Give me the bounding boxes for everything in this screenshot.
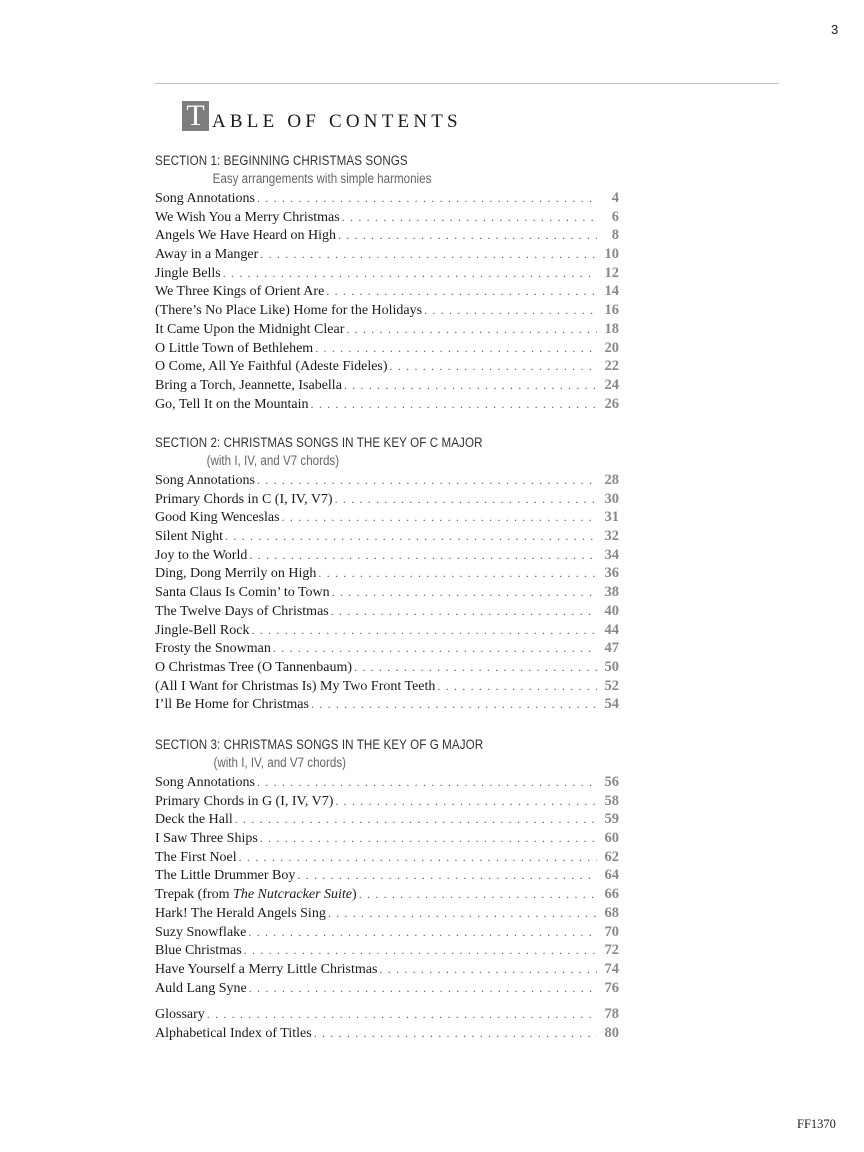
entry-page-number: 80 (604, 1024, 619, 1041)
dot-leader (311, 695, 597, 714)
dot-leader (342, 208, 597, 227)
entry-page-number: 76 (604, 979, 619, 996)
toc-entry[interactable] (155, 792, 619, 811)
entry-title: We Wish You a Merry Christmas (155, 209, 340, 225)
dot-leader (315, 339, 597, 358)
dot-leader (359, 885, 597, 904)
entry-title (155, 886, 359, 905)
entry-title: Deck the Hall (155, 812, 233, 828)
entry-title: Bring a Torch, Jeannette, Isabella (155, 377, 342, 393)
entry-page-number: 74 (604, 960, 619, 977)
entry-title: Glossary (155, 1007, 205, 1022)
dot-leader (346, 320, 597, 339)
entry-title: I’ll Be Home for Christmas (155, 697, 309, 713)
entry-title: (All I Want for Christmas Is) My Two Front Teeth (155, 678, 436, 694)
dot-leader (390, 357, 597, 376)
dot-leader (297, 866, 597, 885)
entry-title: The Twelve Days of Christmas (155, 603, 329, 619)
dot-leader (379, 960, 597, 979)
entry-title: Good King Wenceslas (155, 510, 280, 526)
entry-title: The First Noel (155, 849, 237, 865)
toc-entry[interactable] (155, 923, 619, 942)
dot-leader (248, 923, 597, 942)
section-heading: SECTION 1: BEGINNING CHRISTMAS SONGS (155, 153, 408, 168)
entry-title: Song Annotations (155, 775, 255, 790)
entry-page-number: 22 (604, 358, 619, 375)
toc-entry[interactable] (155, 395, 619, 414)
entry-title: Angels We Have Heard on High (155, 228, 336, 244)
entry-page-number: 31 (604, 509, 619, 526)
entry-page-number: 26 (604, 395, 619, 412)
toc-entry[interactable] (155, 301, 619, 320)
toc-entry[interactable] (155, 904, 619, 923)
dot-leader (282, 508, 597, 527)
entry-title: (There’s No Place Like) Home for the Holidays (155, 303, 423, 319)
entry-page-number: 44 (604, 621, 619, 638)
entry-title: Away in a Manger (155, 247, 259, 263)
entry-page-number: 14 (604, 283, 619, 300)
entry-page-number: 28 (604, 472, 619, 488)
toc-entry[interactable] (155, 508, 619, 527)
entry-title: Primary Chords in C (I, IV, V7) (155, 491, 333, 507)
entry-title: Jingle Bells (155, 265, 221, 281)
section-3 (155, 736, 619, 997)
entry-page-number: 78 (604, 1006, 619, 1022)
dot-leader (257, 773, 597, 792)
entry-page-number: 54 (604, 696, 619, 713)
entry-page-number: 60 (604, 830, 619, 847)
entry-title: Ding, Dong Merrily on High (155, 566, 317, 582)
entry-page-number: 6 (611, 208, 619, 225)
toc-entry[interactable] (155, 564, 619, 583)
dot-leader (326, 282, 597, 301)
toc-entry[interactable] (155, 583, 619, 602)
entry-page-number: 62 (604, 848, 619, 865)
entry-page-number: 16 (604, 302, 619, 319)
entry-title-italic: The Nutcracker Suite (233, 887, 353, 903)
toc-entry[interactable] (155, 282, 619, 301)
entry-page-number: 10 (604, 246, 619, 263)
section-1 (155, 152, 619, 413)
entry-page-number: 34 (604, 546, 619, 563)
toc-entry[interactable] (155, 546, 619, 565)
entry-title: The Little Drummer Boy (155, 868, 296, 884)
dot-leader (311, 395, 597, 414)
entry-page-number: 4 (611, 190, 619, 206)
toc-entry[interactable] (155, 226, 619, 245)
dot-leader (239, 848, 597, 867)
dot-leader (223, 264, 597, 283)
entry-page-number: 59 (604, 811, 619, 828)
dot-leader (249, 546, 597, 565)
entry-title: Santa Claus Is Comin’ to Town (155, 585, 330, 601)
title-initial: T (182, 101, 209, 131)
dot-leader (260, 245, 597, 264)
top-rule (155, 83, 779, 84)
section-heading: SECTION 2: CHRISTMAS SONGS IN THE KEY OF C MAJOR (155, 435, 483, 450)
entry-page-number: 64 (604, 867, 619, 884)
toc-entry[interactable] (155, 941, 619, 960)
section-subheading: (with I, IV, and V7 chords) (206, 453, 340, 468)
dot-leader (252, 621, 598, 640)
entry-title-suffix: ) (352, 887, 357, 903)
toc-entry[interactable] (155, 677, 619, 696)
entry-title-prefix: Trepak (from (155, 887, 234, 903)
entry-title: O Christmas Tree (O Tannenbaum) (155, 659, 353, 675)
toc-entry[interactable] (155, 1024, 619, 1043)
entry-title: We Three Kings of Orient Are (155, 284, 325, 300)
toc-entry[interactable] (155, 960, 619, 979)
toc-entry[interactable] (155, 848, 619, 867)
entry-page-number: 20 (604, 339, 619, 356)
toc-entry[interactable] (155, 639, 619, 658)
section-2 (155, 434, 619, 714)
entry-page-number: 32 (604, 528, 619, 545)
toc-entry[interactable] (155, 264, 619, 283)
entry-page-number: 72 (604, 942, 619, 959)
entry-title: Primary Chords in G (I, IV, V7) (155, 793, 334, 809)
dot-leader (244, 941, 597, 960)
entry-page-number: 38 (604, 584, 619, 601)
toc-entry[interactable] (155, 357, 619, 376)
toc-entry[interactable] (155, 245, 619, 264)
dot-leader (318, 564, 597, 583)
entry-title: Go, Tell It on the Mountain (155, 396, 309, 412)
dot-leader (235, 810, 597, 829)
dot-leader (257, 471, 597, 490)
entry-page-number: 18 (604, 320, 619, 337)
entry-page-number: 56 (604, 774, 619, 790)
entry-page-number: 30 (604, 490, 619, 507)
entry-page-number: 36 (604, 565, 619, 582)
entry-page-number: 40 (604, 602, 619, 619)
toc-entry[interactable] (155, 810, 619, 829)
dot-leader (354, 658, 597, 677)
toc-entry[interactable] (155, 829, 619, 848)
title-rest: ABLE OF CONTENTS (212, 111, 462, 132)
section-subheading: Easy arrangements with simple harmonies (212, 171, 432, 186)
entry-page-number: 12 (604, 264, 619, 281)
entry-page-number: 68 (604, 904, 619, 921)
entry-title: Have Yourself a Merry Little Christmas (155, 961, 378, 977)
entry-title: Jingle-Bell Rock (155, 622, 250, 638)
toc-entry[interactable] (155, 320, 619, 339)
toc-entry[interactable] (155, 885, 619, 904)
entry-title: Alphabetical Index of Titles (155, 1025, 312, 1041)
dot-leader (338, 226, 597, 245)
dot-leader (335, 792, 597, 811)
dot-leader (207, 1005, 597, 1024)
toc-entry[interactable] (155, 339, 619, 358)
entry-title: Song Annotations (155, 191, 255, 206)
entry-title: Blue Christmas (155, 943, 242, 959)
toc-entry[interactable] (155, 208, 619, 227)
entry-page-number: 8 (611, 227, 619, 244)
toc-entry[interactable] (155, 602, 619, 621)
toc-entry[interactable] (155, 490, 619, 509)
dot-leader (260, 829, 597, 848)
footer-code: FF1370 (797, 1117, 836, 1131)
dot-leader (257, 189, 597, 208)
dot-leader (225, 527, 597, 546)
entry-title: Suzy Snowflake (155, 924, 247, 940)
entry-page-number: 47 (604, 640, 619, 657)
dot-leader (335, 490, 597, 509)
toc-entry[interactable] (155, 979, 619, 998)
dot-leader (249, 979, 597, 998)
toc-entry[interactable] (155, 621, 619, 640)
toc-entry[interactable] (155, 376, 619, 395)
dot-leader (273, 639, 597, 658)
entry-title: Hark! The Herald Angels Sing (155, 905, 326, 921)
entry-title: Song Annotations (155, 473, 255, 488)
entry-page-number: 70 (604, 923, 619, 940)
dot-leader (331, 602, 597, 621)
entry-title: Auld Lang Syne (155, 980, 247, 996)
toc-entry[interactable] (155, 527, 619, 546)
toc-entry[interactable] (155, 773, 619, 792)
dot-leader (424, 301, 597, 320)
dot-leader (328, 904, 597, 923)
toc-entry[interactable] (155, 189, 619, 208)
entry-title: Joy to the World (155, 547, 248, 563)
back-matter (155, 1005, 619, 1042)
dot-leader (332, 583, 597, 602)
dot-leader (344, 376, 597, 395)
section-subheading: (with I, IV, and V7 chords) (213, 755, 346, 770)
entry-title: O Come, All Ye Faithful (Adeste Fideles) (155, 359, 388, 375)
toc-entry[interactable] (155, 695, 619, 714)
entry-page-number: 24 (604, 376, 619, 393)
entry-title: It Came Upon the Midnight Clear (155, 321, 345, 337)
entry-page-number: 66 (604, 886, 619, 903)
entry-title: Frosty the Snowman (155, 641, 271, 657)
entry-title: Silent Night (155, 529, 224, 545)
page-number: 3 (831, 22, 839, 37)
entry-page-number: 52 (604, 677, 619, 694)
dot-leader (314, 1024, 597, 1043)
dot-leader (437, 677, 597, 696)
toc-entry[interactable] (155, 658, 619, 677)
entry-title: I Saw Three Ships (155, 831, 258, 847)
entry-page-number: 58 (604, 792, 619, 809)
entry-title: O Little Town of Bethlehem (155, 340, 314, 356)
section-heading: SECTION 3: CHRISTMAS SONGS IN THE KEY OF G MAJOR (155, 737, 484, 752)
entry-page-number: 50 (604, 658, 619, 675)
toc-entry[interactable] (155, 1005, 619, 1024)
toc-entry[interactable] (155, 471, 619, 490)
page-title (182, 101, 462, 131)
toc-entry[interactable] (155, 866, 619, 885)
